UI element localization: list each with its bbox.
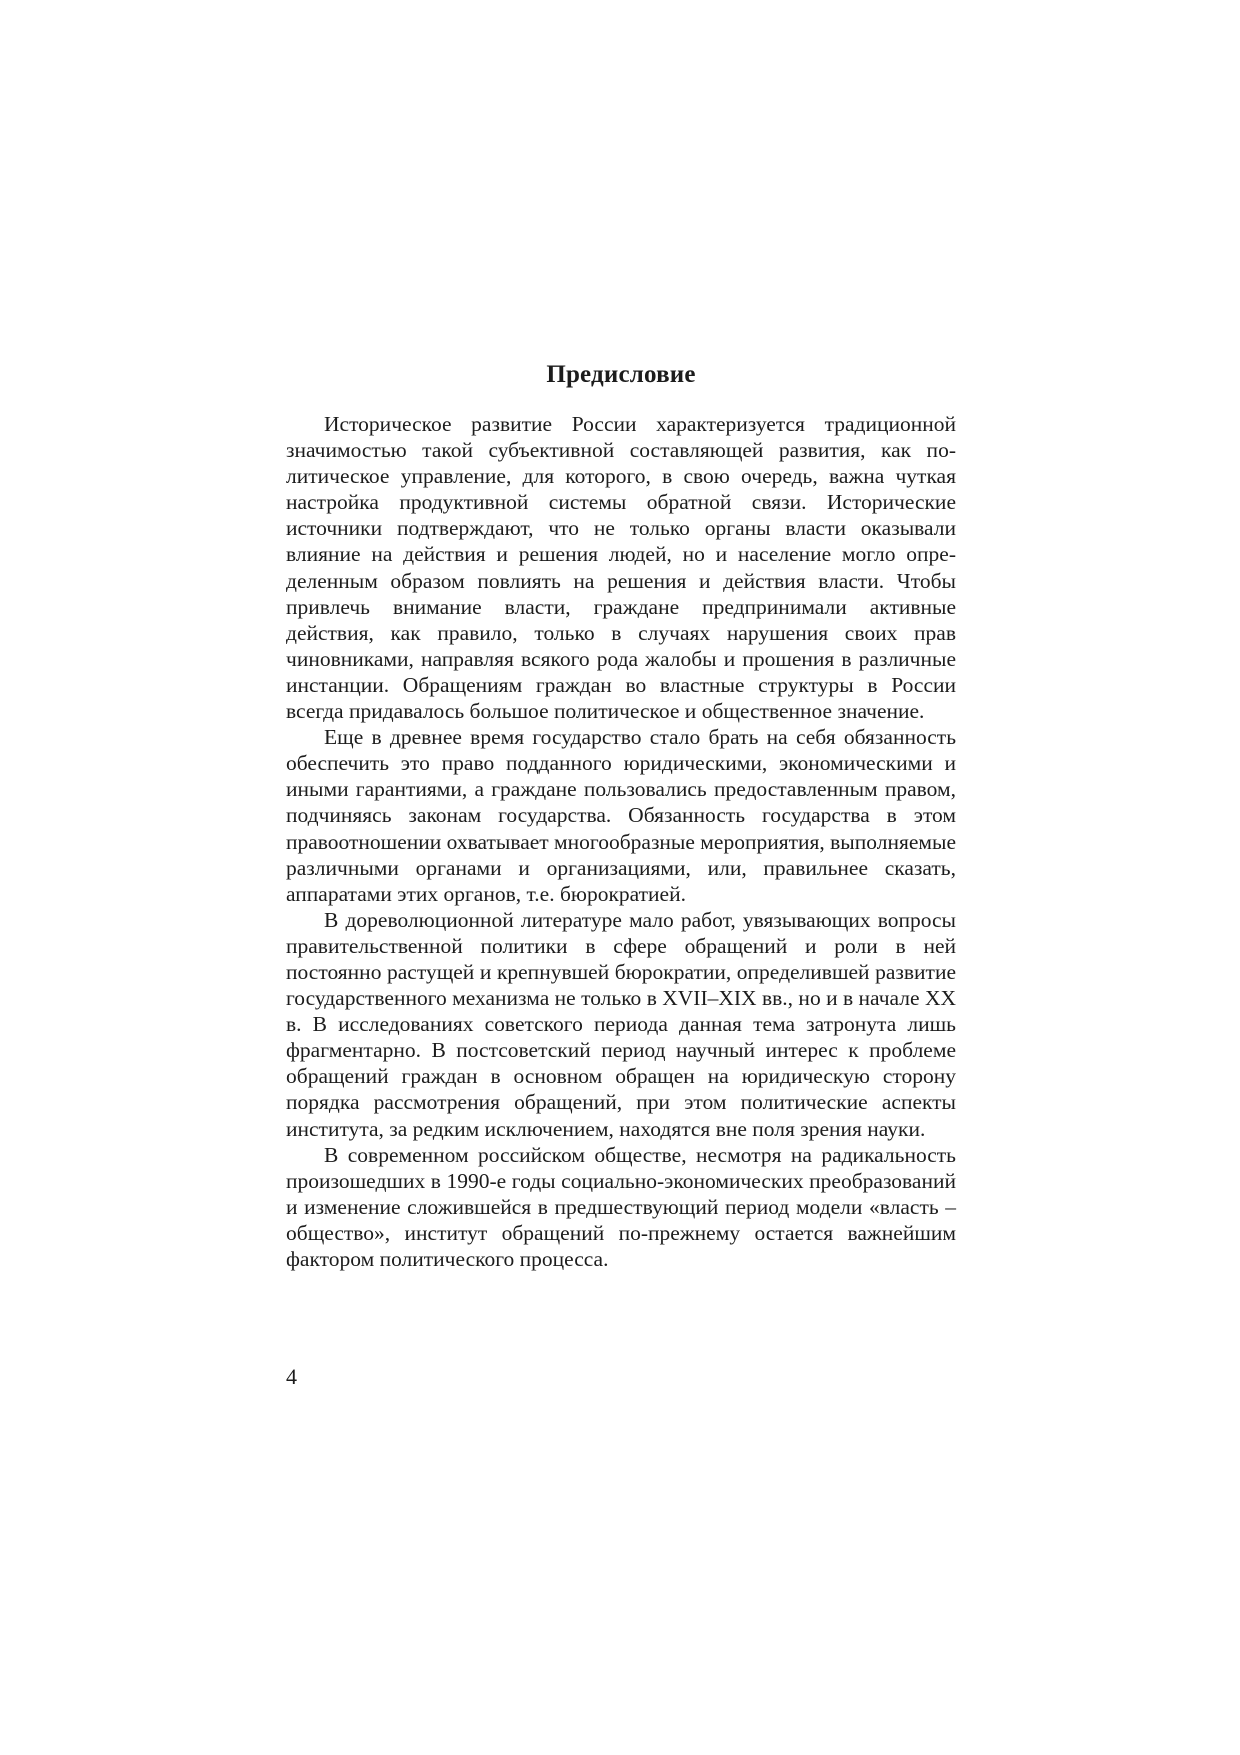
paragraph-3: В дореволюционной литературе мало работ, увязывающих вопросы правительственной политики в сфере обращений и роли в ней постоянно растущей и крепнувшей бюрократии, определившей развитие государственного механизма не только в XVII–XIX вв., но и в начале XX в. В исследованиях советского периода данная тема затронута лишь фрагментарно. В постсоветский период научный интерес к проблеме обращений граждан в основном обращен на юридическую сторону порядка рассмотрения обращений, при этом политические аспекты института, за редким исключением, находятся вне поля зрения науки. — [286, 907, 956, 1141]
page-number: 4 — [286, 1364, 297, 1389]
page-title: Предисловие — [546, 361, 696, 388]
preface-text-block — [286, 360, 956, 1272]
paragraph-1: Историческое развитие России характеризуется традиционной значимостью такой субъективной составляющей развития, как политическое управление, для которого, в свою очередь, важна чуткая настройка продуктивной системы обратной связи. Исторические источники подтверждают, что не только органы власти оказывали влияние на действия и решения людей, но и население могло определенным образом повлиять на решения и действия власти. Чтобы привлечь внимание власти, граждане предпринимали активные действия, как правило, только в случаях нарушения своих прав чиновниками, направляя всякого рода жалобы и прошения в различные инстанции. Обращениям граждан во властные структуры в России всегда придавалось большое политическое и общественное значение. — [286, 412, 956, 724]
paragraph-4: В современном российском обществе, несмотря на радикальность произошедших в 1990-е годы социально-экономических преобразований и изменение сложившейся в предшествующий период модели «власть – общество», институт обращений по-прежнему остается важнейшим фактором политического процесса. — [286, 1142, 956, 1271]
paragraph-2: Еще в древнее время государство стало брать на себя обязанность обеспечить это право подданного юридическими, экономическими и иными гарантиями, а граждане пользовались предоставленным правом, подчиняясь законам государства. Обязанность государства в этом правоотношении охватывает многообразные мероприятия, выполняемые различными органами и организациями, или, правильнее сказать, аппаратами этих органов, т.е. бюрократией. — [286, 725, 956, 906]
